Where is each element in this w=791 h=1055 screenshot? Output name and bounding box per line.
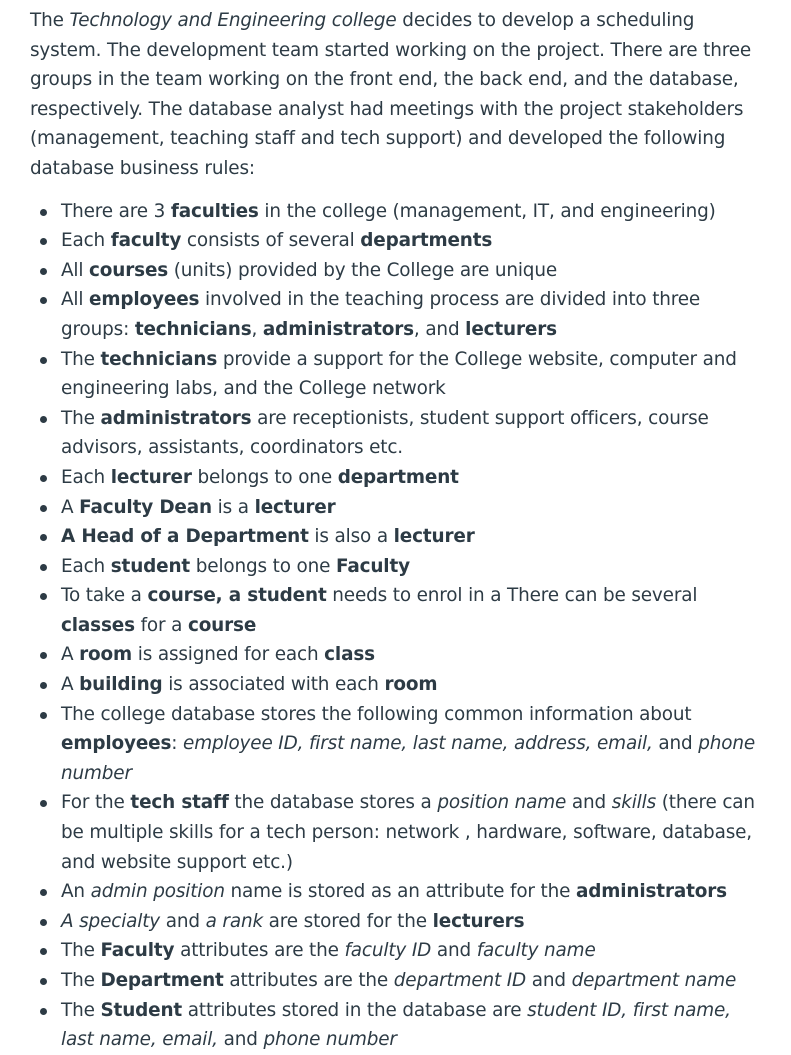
italic-term: faculty ID: [344, 940, 432, 962]
rule-text: for a: [134, 614, 188, 636]
list-item: [30, 226, 761, 256]
bullet-icon: [40, 682, 47, 689]
rule-text: A: [61, 674, 80, 696]
bold-term: technicians: [100, 348, 218, 370]
rule-text: The: [61, 970, 101, 991]
bold-term: administrators: [262, 318, 414, 340]
bold-term: lecturer: [393, 526, 475, 548]
list-item: [30, 996, 761, 1055]
rule-text: in the college (management, IT, and engineering): [258, 200, 716, 222]
list-item: [30, 936, 761, 966]
bullet-icon: [40, 712, 47, 719]
list-item: [30, 670, 761, 700]
rule-text: and: [566, 792, 612, 814]
bullet-icon: [40, 800, 47, 807]
bold-term: room: [384, 674, 438, 696]
bullet-icon: [40, 1008, 47, 1015]
rule-text: All: [61, 259, 90, 281]
italic-term: a rank: [205, 910, 263, 932]
bullet-icon: [40, 564, 47, 571]
rule-text: The: [61, 407, 101, 429]
rule-text: An: [61, 881, 91, 903]
bullet-icon: [40, 268, 47, 275]
bold-term: faculties: [170, 200, 259, 222]
list-item: [30, 404, 761, 463]
rule-text: the database stores a: [228, 792, 438, 814]
italic-term: phone number: [263, 1029, 397, 1051]
rule-text: is assigned for each: [132, 644, 325, 666]
bullet-icon: [40, 297, 47, 304]
rule-text: involved in the teaching process are divided into three groups:: [61, 289, 701, 340]
list-item: [30, 256, 761, 286]
bullet-icon: [40, 238, 47, 245]
rule-text: name is stored as an attribute for the: [224, 881, 576, 903]
rule-text: provide a support for the College website, computer and engineering labs, and the College network: [61, 348, 737, 400]
rule-text: :: [171, 733, 184, 755]
rule-text: A: [61, 644, 80, 666]
bold-term: courses: [89, 259, 169, 281]
rule-text: (units) provided by the College are unique: [168, 259, 557, 281]
bold-term: Faculty: [336, 555, 410, 577]
bullet-icon: [40, 948, 47, 955]
bullet-icon: [40, 505, 47, 512]
rule-text: is associated with each: [162, 674, 385, 696]
rule-text: Each: [61, 466, 111, 488]
bold-term: classes: [61, 614, 135, 636]
list-item: [30, 285, 761, 344]
intro-paragraph: [30, 6, 761, 184]
bullet-icon: [40, 209, 47, 216]
rule-text: The: [61, 348, 101, 370]
list-item: [30, 966, 761, 996]
rule-text: are stored for the: [262, 910, 433, 932]
list-item: [30, 463, 761, 493]
rule-text: attributes are the: [174, 940, 345, 962]
bold-term: lecturers: [465, 318, 557, 340]
list-item: [30, 581, 761, 640]
rule-text: ,: [251, 318, 263, 340]
list-item: [30, 197, 761, 227]
list-item: [30, 907, 761, 937]
bullet-icon: [40, 889, 47, 896]
rule-text: needs to enrol in a There can be several: [326, 585, 698, 607]
list-item: [30, 522, 761, 552]
bold-term: departments: [360, 230, 493, 252]
bold-term: Faculty Dean: [79, 496, 212, 518]
rule-text: A: [61, 496, 80, 518]
rule-text: belongs to one: [191, 466, 338, 488]
bold-term: employees: [61, 733, 172, 755]
bold-term: technicians: [134, 318, 252, 340]
italic-term: skills: [611, 792, 657, 814]
rule-text: , and: [413, 318, 466, 340]
italic-term: department name: [571, 970, 737, 991]
rule-text: and: [160, 910, 206, 932]
bold-term: faculty: [110, 230, 182, 252]
list-item: [30, 640, 761, 670]
rule-text: There are 3: [61, 200, 171, 222]
bold-term: lecturer: [254, 496, 336, 518]
rule-text: The: [61, 940, 101, 962]
bold-term: course: [187, 614, 257, 636]
bullet-icon: [40, 357, 47, 364]
bold-term: room: [79, 644, 133, 666]
rule-text: The college database stores the following common information about: [61, 703, 692, 725]
rule-text: For the: [61, 792, 131, 814]
bold-term: administrators: [575, 881, 727, 903]
rule-text: and: [431, 940, 477, 962]
bold-term: Student: [100, 999, 183, 1021]
college-name: Technology and Engineering college: [69, 10, 397, 31]
bold-term: student: [110, 555, 191, 577]
italic-term: position name: [437, 792, 567, 814]
bullet-icon: [40, 416, 47, 423]
business-rules-list: [30, 197, 761, 1055]
list-item: [30, 700, 761, 789]
bold-term: A Head of a Department: [61, 526, 309, 548]
bullet-icon: [40, 919, 47, 926]
italic-term: student ID, first name, last name, email,: [61, 999, 731, 1051]
italic-term: employee ID, first name, last name, address, email,: [183, 733, 653, 755]
bold-term: class: [324, 644, 375, 666]
rule-text: The: [61, 999, 101, 1021]
italic-term: A specialty: [61, 910, 161, 932]
list-item: [30, 345, 761, 404]
bullet-icon: [40, 534, 47, 541]
bold-term: building: [79, 674, 163, 696]
rule-text: (there can be multiple skills for a tech person: network , hardware, software, database, and website support etc.): [61, 792, 755, 873]
bold-term: employees: [89, 289, 200, 311]
bullet-icon: [40, 652, 47, 659]
italic-term: admin position: [90, 881, 225, 903]
italic-term: department ID: [393, 970, 527, 991]
italic-term: faculty name: [476, 940, 596, 962]
list-item: [30, 877, 761, 907]
rule-text: attributes are the: [223, 970, 394, 991]
bullet-icon: [40, 475, 47, 482]
rule-text: All: [61, 289, 90, 311]
rule-text: is also a: [308, 526, 394, 548]
intro-text: decides to develop a scheduling system. The development team started working on the project. There are three groups in the team working on the front end, the back end, and the database, respectively. The database analyst had meetings with the project stakeholders (management, teaching staff and tech support) and developed the following database business rules:: [30, 10, 752, 179]
bold-term: administrators: [100, 407, 252, 429]
bullet-icon: [40, 593, 47, 600]
italic-term: phone number: [61, 733, 756, 784]
bold-term: lecturer: [110, 466, 192, 488]
rule-text: belongs to one: [190, 555, 337, 577]
rule-text: Each: [61, 555, 111, 577]
rule-text: attributes stored in the database are: [182, 999, 528, 1021]
bold-term: department: [337, 466, 459, 488]
bold-term: tech staff: [130, 792, 229, 814]
rule-text: consists of several: [181, 230, 361, 252]
bullet-icon: [40, 978, 47, 985]
rule-text: and: [526, 970, 572, 991]
list-item: [30, 552, 761, 582]
bold-term: Faculty: [100, 940, 175, 962]
rule-text: To take a: [61, 585, 148, 607]
rule-text: are receptionists, student support officers, course advisors, assistants, coordinators etc.: [61, 407, 709, 459]
list-item: [30, 493, 761, 523]
bold-term: lecturers: [432, 910, 525, 932]
list-item: [30, 788, 761, 877]
rule-text: Each: [61, 230, 111, 252]
bold-term: course, a student: [147, 585, 327, 607]
rule-text: and: [217, 1029, 264, 1051]
bold-term: Department: [100, 970, 224, 991]
rule-text: is a: [211, 496, 255, 518]
rule-text: and: [652, 733, 699, 755]
intro-text: The: [30, 10, 70, 31]
